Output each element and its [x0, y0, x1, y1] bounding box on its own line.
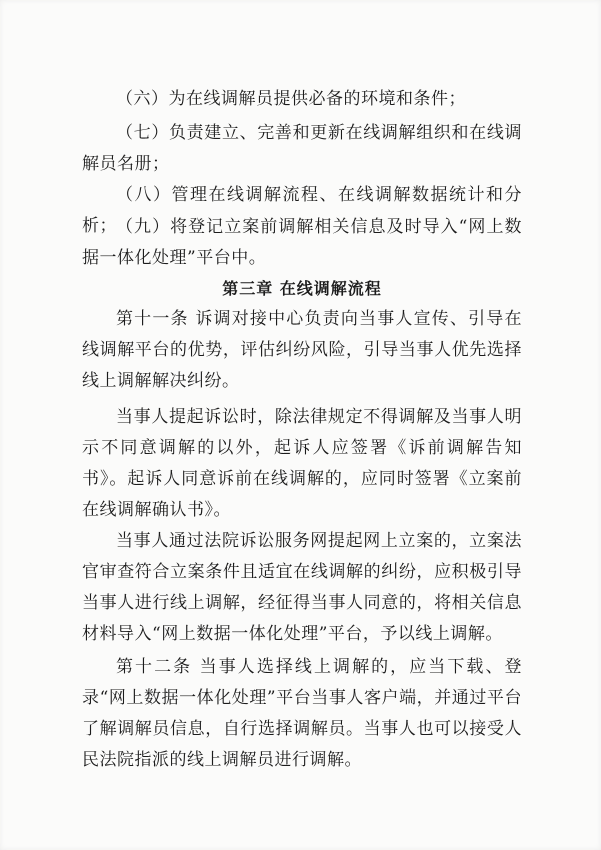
paragraph-litigation-notice: 当事人提起诉讼时，除法律规定不得调解及当事人明示不同意调解的以外，起诉人应签署《诉前调解告知书》。起诉人同意诉前在线调解的，应同时签署《立案前在线调解确认书》。 — [82, 407, 522, 520]
paragraph-item-8: （八）管理在线调解流程、在线调解数据统计和分析； — [82, 185, 522, 236]
paragraph-item-7: （七）负责建立、完善和更新在线调解组织和在线调解员名册； — [82, 123, 522, 174]
paragraph-article-12: 第十二条 当事人选择线上调解的，应当下载、登录“网上数据一体化处理”平台当事人客户端，并通过平台了解调解员信息，自行选择调解员。当事人也可以接受人民法院指派的线上调解员进行调解。 — [82, 657, 522, 770]
paragraph-item-6: （六）为在线调解员提供必备的环境和条件； — [116, 89, 466, 109]
paragraph-online-filing: 当事人通过法院诉讼服务网提起网上立案的，立案法官审查符合立案条件且适宜在线调解的纠纷，应积极引导当事人进行线上调解，经征得当事人同意的，将相关信息材料导入“网上数据一体化处理”平台，予以线上调解。 — [82, 531, 522, 644]
paragraph-article-11: 第十一条 诉调对接中心负责向当事人宣传、引导在线调解平台的优势，评估纠纷风险，引导当事人优先选择线上调解解决纠纷。 — [82, 309, 522, 391]
chapter-heading: 第三章 在线调解流程 — [222, 279, 382, 298]
paragraph-item-9: （九）将登记立案前调解相关信息及时导入“网上数据一体化处理”平台中。 — [82, 217, 522, 268]
